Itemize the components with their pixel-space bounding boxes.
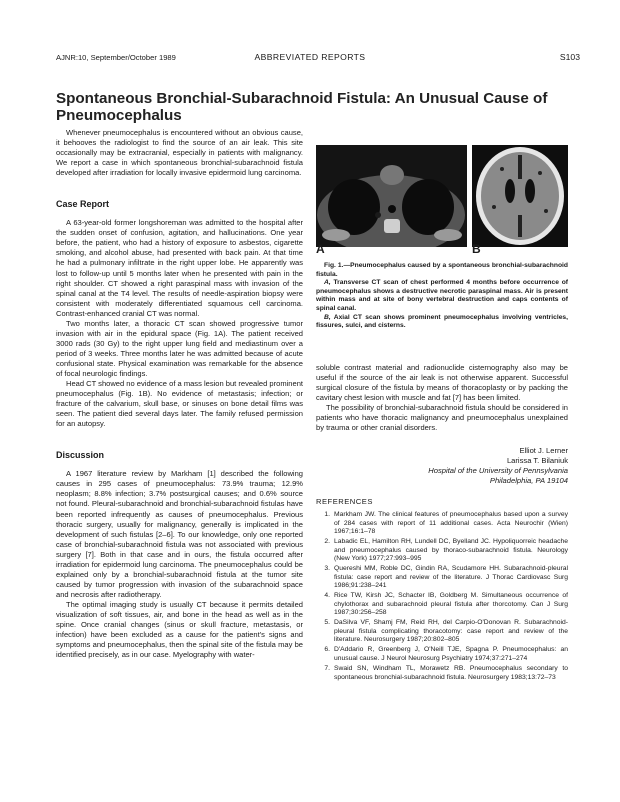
discussion-heading: Discussion [56, 450, 105, 461]
chest-ct-image [316, 145, 467, 247]
discussion-paragraph-1: A 1967 literature review by Markham [1] described the following causes in 295 cases of pneumocephalus: 73.9% trauma; 12.9% neoplasm; 8.8% infection; 3.7% postsurgical causes; and 0.6% source not found. Pleural-subarachnoid and bronchial-subarachnoid fistulas have been reported infrequently as causes of pneumocephalus. Previous thoracic surgery, usually for malignancy, generally is implicated in the development of such fistulas [2–6]. To our knowledge, only one reported case of bronchial-subarachnoid fistula was not associated with previous surgery [7]. Both in that case and in ours, the fistula occurred after irradiation for epidermoid lung carcinoma. The pneumocephalus could be explained only by a bronchial-subarachnoid fistula at the tumor site caused by tumor progression with invasion of the subarachnoid space and necrosis after radiotherapy. [56, 469, 303, 599]
author-1: Elliot J. Lerner [519, 446, 568, 455]
left-column [56, 128, 303, 660]
figure-caption [316, 262, 568, 331]
reference-item: 6. D'Addario R, Greenberg J, O'Neill TJE, Spagna P. Pneumocephalus: an unusual cause. J Neurol Neurosurg Psychiatry 1974;37:271–274 [324, 646, 568, 662]
case-paragraph-1: A 63-year-old former longshoreman was admitted to the hospital after the sudden onset of confusion, agitation, and hallucinations. One year before, the patient, who had a history of exposure to asbestos, cigarette smoking, and alcohol abuse, had presented with back pain. At that time he had a pulmonary infiltrate in the right upper lobe. He apparently was lost to follow-up until 5 months later when he presented with pain in the right shoulder. CT showed a right paraspinal mass with invasion of the spinal canal at the T4 level. The results of needle-aspiration biopsy were consistent with moderately differentiated squamous cell carcinoma. Contrast-enhanced cranial CT was normal. [56, 218, 303, 318]
author-2: Larissa T. Bilaniuk [506, 456, 568, 465]
figure-label-b: B [472, 242, 481, 256]
reference-item: 7. Swaid SN, Windham TL, Morawetz RB. Pneumocephalus secondary to spontaneous bronchial-subarachnoid fistula. Neurosurgery 1983;13:72–73 [324, 665, 568, 681]
case-paragraph-3: Head CT showed no evidence of a mass lesion but revealed prominent pneumocephalus (Fig. 1B). No evidence of metastasis; infection; or fracture of the calvarium, skull base, or sinuses on bone detail films was seen. The patient died several days later. The family refused permission for an autopsy. [56, 379, 303, 429]
caption-a-text: Transverse CT scan of chest performed 4 months before occurrence of pneumocephalus shows a destructive necrotic paraspinal mass. Air is present within mass and at site of bony vertebral destruction and caps contents of spinal canal. [316, 279, 569, 312]
head-ct-image [472, 145, 568, 247]
references-list [316, 511, 568, 684]
page-number: S103 [559, 52, 580, 62]
running-head-journal: AJNR:10, September/October 1989 [56, 53, 176, 62]
discussion-continued-2: The possibility of bronchial-subarachnoid fistula should be considered in patients who have thoracic malignancy and pneumocephalus unexplained by trauma or other cranial disorders. [316, 403, 568, 433]
right-column [316, 363, 568, 433]
abstract: Whenever pneumocephalus is encountered without an obvious cause, it behooves the radiologist to find the source of an air leak. This site occasionally may be extracranial, especially in patients with malignancy. We report a case in which spontaneous bronchial-subarachnoid fistula developed after irradiation for locally invasive epidermoid lung carcinoma. [56, 128, 303, 178]
running-head-section: ABBREVIATED REPORTS [254, 52, 366, 62]
references-heading: REFERENCES [316, 497, 373, 506]
article-title: Spontaneous Bronchial-Subarachnoid Fistula: An Unusual Cause of Pneumocephalus [56, 90, 548, 124]
author-block [428, 446, 568, 486]
case-report-heading: Case Report [56, 199, 110, 210]
affiliation: Hospital of the University of Pennsylvania [428, 466, 568, 475]
case-paragraph-2: Two months later, a thoracic CT scan showed progressive tumor invasion with air in the epidural space (Fig. 1A). The patient received 3000 rads (30 Gy) to the right upper lung field and mediastinum over a period of 3 weeks. Three months later he was admitted because of acute confusional state. Physical examination was remarkable for the absence of focal neurologic findings. [56, 318, 303, 378]
reference-item: 1. Markham JW. The clinical features of pneumocephalus based upon a survey of 284 cases with report of 11 additional cases. Acta Neurochir (Wien) 1967;16:1–78 [324, 511, 568, 535]
reference-item: 5. DaSilva VF, Shamj FM, Reid RH, del Carpio-O'Donovan R. Subarachnoid-pleural fistula complicating thoracotomy: case report and review of the literature. Neurosurgery 1987;20:802–805 [324, 619, 568, 644]
caption-b-text: Axial CT scan shows prominent pneumocephalus involving ventricles, fissures, sulci, and cisterns. [316, 313, 568, 330]
reference-item: 4. Rice TW, Kirsh JC, Schacter IB, Goldberg M. Simultaneous occurrence of chylothorax and subarachnoid pleural fistula after thorcotomy. Can J Surg 1987;30:256–258 [324, 592, 568, 617]
discussion-continued-1: soluble contrast material and radionuclide cisternography also may be useful if the source of the air leak is not otherwise apparent. Successful surgical closure of the fistula by means of thoracoplasty or by packing the cavitary chest lesion with muscle and fat [7] has been limited. [316, 363, 568, 403]
caption-title: Fig. 1.—Pneumocephalus caused by a spontaneous bronchial-subarachnoid fistula. [316, 262, 568, 278]
reference-item: 2. Labadic EL, Hamilton RH, Lundell DC, Byelland JC. Hypoliquorreic headache and pneumocephalus caused by thoraco-subarachnoid fistula. Neurology (New York) 1977;27:993–995 [324, 538, 568, 563]
caption-b-lead: B, [324, 313, 331, 321]
caption-a-lead: A, [324, 279, 331, 287]
reference-item: 3. Quereshi MM, Roble DC, Gindin RA, Scudamore HH. Subarachnoid-pleural fistula: case report and review of the literature. J Thorac Cardiovasc Surg 1986;91:238–241 [324, 565, 568, 590]
figure-label-a: A [316, 242, 325, 256]
affiliation-city: Philadelphia, PA 19104 [489, 476, 568, 485]
discussion-paragraph-2: The optimal imaging study is usually CT because it permits detailed visualization of soft tissues, air, and bone in the head as well as in the spine. Once cranial changes (sinus or skull fracture, metastasis, or infection) have been excluded as a cause for the patient's signs and symptoms and pneumocephalus, then the spinal site of the fistula may be identified precisely, as in our case. Myelography with water- [56, 599, 303, 660]
